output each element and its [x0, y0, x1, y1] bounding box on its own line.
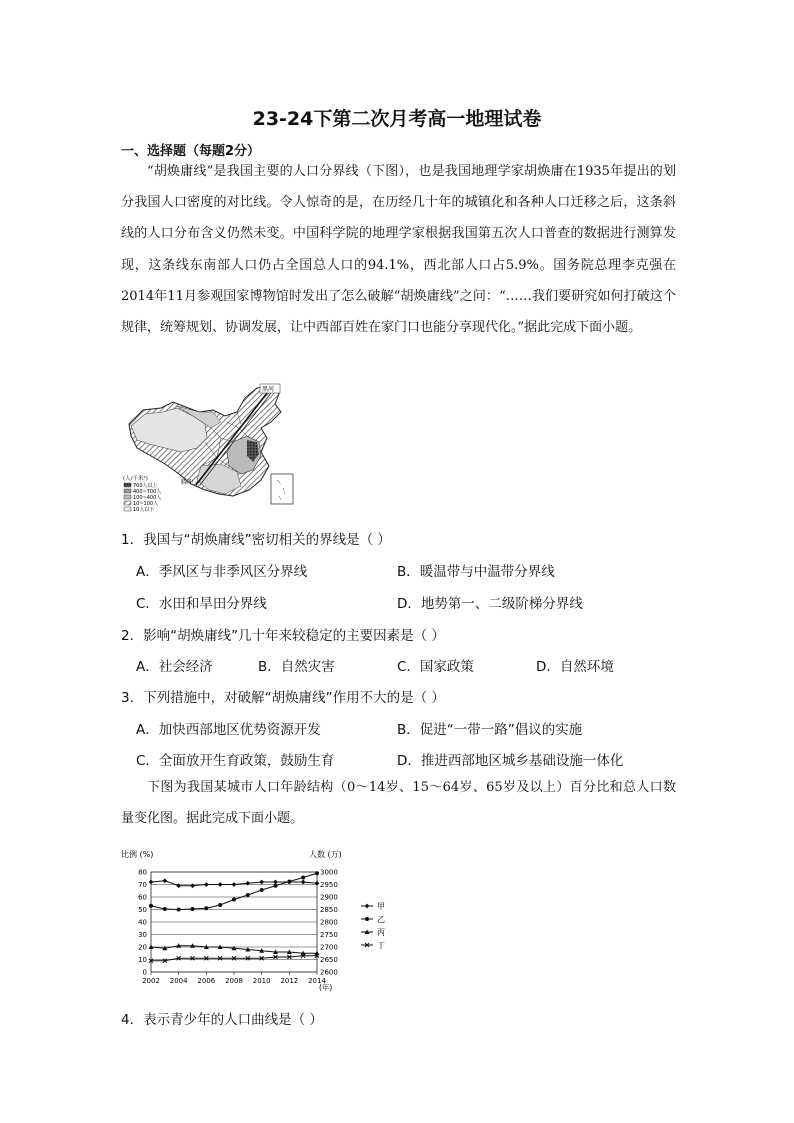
y-axis-label-left: 比例 (%) [121, 850, 154, 859]
legend-item-4: 10~100人 [133, 501, 159, 507]
legend-label-甲: 甲 [377, 902, 385, 911]
map-label-heihe: 黑河 [262, 386, 275, 393]
x-tick-label: 2008 [225, 977, 243, 985]
data-point-乙 [260, 888, 264, 892]
x-tick-label: 2012 [280, 977, 299, 985]
question-2-option-d[interactable]: D．自然环境 [536, 659, 614, 675]
y-tick-label-left: 60 [138, 893, 147, 902]
question-1-option-b[interactable]: B．暖温带与中温带分界线 [397, 564, 555, 580]
data-point-甲 [245, 881, 250, 886]
passage-population-structure: 下图为我国某城市人口年龄结构（0～14岁、15～64岁、65岁及以上）百分比和总人口数量变化图。据此完成下面小题。 [121, 780, 676, 827]
legend-item-2: 400~700人 [133, 489, 162, 495]
y-tick-label-left: 0 [142, 968, 147, 977]
map-legend [124, 482, 161, 512]
y-tick-label-right: 2800 [320, 918, 338, 927]
question-1-option-c[interactable]: C．水田和旱田分界线 [136, 596, 267, 612]
data-point-乙 [218, 903, 222, 907]
x-tick-label: 2002 [142, 977, 160, 985]
population-line-chart [121, 842, 411, 992]
data-point-甲 [162, 878, 167, 883]
data-point-乙 [177, 908, 181, 912]
data-point-甲 [149, 880, 154, 885]
x-tick-label: 2014 [308, 977, 326, 985]
x-tick-label: 2004 [169, 977, 188, 985]
legend-marker-乙 [365, 917, 369, 921]
data-point-甲 [301, 880, 306, 885]
y-tick-label-right: 2750 [320, 931, 338, 939]
data-point-乙 [149, 904, 153, 908]
data-point-乙 [204, 906, 208, 910]
y-axis-label-right: 人数 (万) [309, 850, 342, 859]
question-3-option-c[interactable]: C．全面放开生育政策，鼓励生育 [136, 753, 335, 769]
y-tick-label-right: 2900 [320, 893, 338, 902]
map-legend-title: (人/千米²) [123, 476, 148, 482]
question-3-stem: 3．下列措施中，对破解“胡焕庸线”作用不大的是（ ） [121, 690, 445, 706]
question-2-option-c[interactable]: C．国家政策 [397, 659, 474, 675]
data-point-乙 [191, 907, 195, 911]
section-heading: 一、选择题（每题2分） [121, 144, 261, 159]
data-point-甲 [176, 883, 181, 888]
data-point-甲 [218, 882, 223, 887]
y-tick-label-right: 2650 [320, 956, 338, 964]
y-tick-label-left: 80 [138, 868, 147, 877]
data-point-乙 [232, 898, 236, 902]
data-point-乙 [287, 880, 291, 884]
question-3-option-d[interactable]: D．推进西部地区城乡基础设施一体化 [397, 753, 624, 769]
y-tick-label-left: 50 [138, 906, 147, 914]
legend-label-乙: 乙 [377, 915, 385, 924]
y-tick-label-right: 2700 [320, 943, 338, 952]
question-4-stem: 4．表示青少年的人口曲线是（ ） [121, 1012, 323, 1028]
data-point-乙 [274, 884, 278, 888]
legend-item-3: 100~400人 [133, 495, 162, 501]
y-tick-label-right: 2950 [320, 881, 338, 889]
y-tick-label-right: 3000 [320, 868, 338, 877]
data-point-甲 [204, 882, 209, 887]
x-tick-label: 2010 [252, 977, 271, 985]
legend-item-1: 700人以上 [133, 483, 158, 489]
question-1-stem: 1．我国与“胡焕庸线”密切相关的界线是（ ） [121, 532, 391, 548]
question-2-stem: 2．影响“胡焕庸线”几十年来较稳定的主要因素是（ ） [121, 628, 445, 644]
question-3-option-b[interactable]: B．促进“一带一路”倡议的实施 [397, 722, 583, 738]
y-tick-label-right: 2850 [320, 906, 338, 914]
legend-label-丙: 丙 [377, 928, 385, 937]
data-point-甲 [259, 880, 264, 885]
question-1-option-d[interactable]: D．地势第一、二级阶梯分界线 [397, 596, 583, 612]
legend-marker-甲 [365, 904, 370, 909]
y-tick-label-left: 20 [138, 943, 147, 952]
y-tick-label-left: 30 [138, 931, 147, 939]
data-point-甲 [190, 883, 195, 888]
question-1-option-a[interactable]: A．季风区与非季风区分界线 [136, 564, 308, 580]
data-point-乙 [315, 871, 319, 875]
south-china-sea-inset [271, 474, 293, 504]
y-tick-label-left: 40 [138, 918, 147, 927]
legend-item-5: 10人以下 [133, 507, 155, 512]
passage-hu-line: “胡焕庸线”是我国主要的人口分界线（下图），也是我国地理学家胡焕庸在1935年提出的划分我国人口密度的对比线。令人惊奇的是，在历经几十年的城镇化和各种人口迁移之后，这条斜线的人口分布含义仍然未变。中国科学院的地理学家根据我国第五次人口普查的数据进行测算发现，这条线东南部人口仍占全国总人口的94.1%，西北部人口占5.9%。国务院总理李克强在2014年11月参观国家博物馆时发出了怎么破解“胡焕庸线”之问：“……我们要研究如何打破这个规律，统筹规划、协调发展，让中西部百姓在家门口也能分享现代化。”据此完成下面小题。 [121, 164, 676, 336]
data-point-乙 [301, 876, 305, 880]
x-axis-label: (年) [319, 983, 333, 992]
y-tick-label-left: 10 [138, 956, 147, 964]
y-tick-label-right: 2600 [320, 968, 338, 977]
data-point-甲 [273, 880, 278, 885]
data-point-甲 [232, 882, 237, 887]
data-point-乙 [246, 893, 250, 897]
question-3-option-a[interactable]: A．加快西部地区优势资源开发 [136, 722, 321, 738]
data-point-乙 [163, 907, 167, 911]
question-2-option-a[interactable]: A．社会经济 [136, 659, 213, 675]
question-2-option-b[interactable]: B．自然灾害 [258, 659, 335, 675]
legend-label-丁: 丁 [377, 941, 385, 950]
y-tick-label-left: 70 [138, 881, 147, 889]
series-line-乙 [151, 873, 317, 909]
map-label-tengchong: 腾冲 [181, 479, 194, 486]
china-population-map [121, 382, 311, 512]
data-point-甲 [315, 881, 320, 886]
x-tick-label: 2006 [197, 977, 216, 985]
page-title: 23-24下第二次月考高一地理试卷 [252, 108, 542, 130]
